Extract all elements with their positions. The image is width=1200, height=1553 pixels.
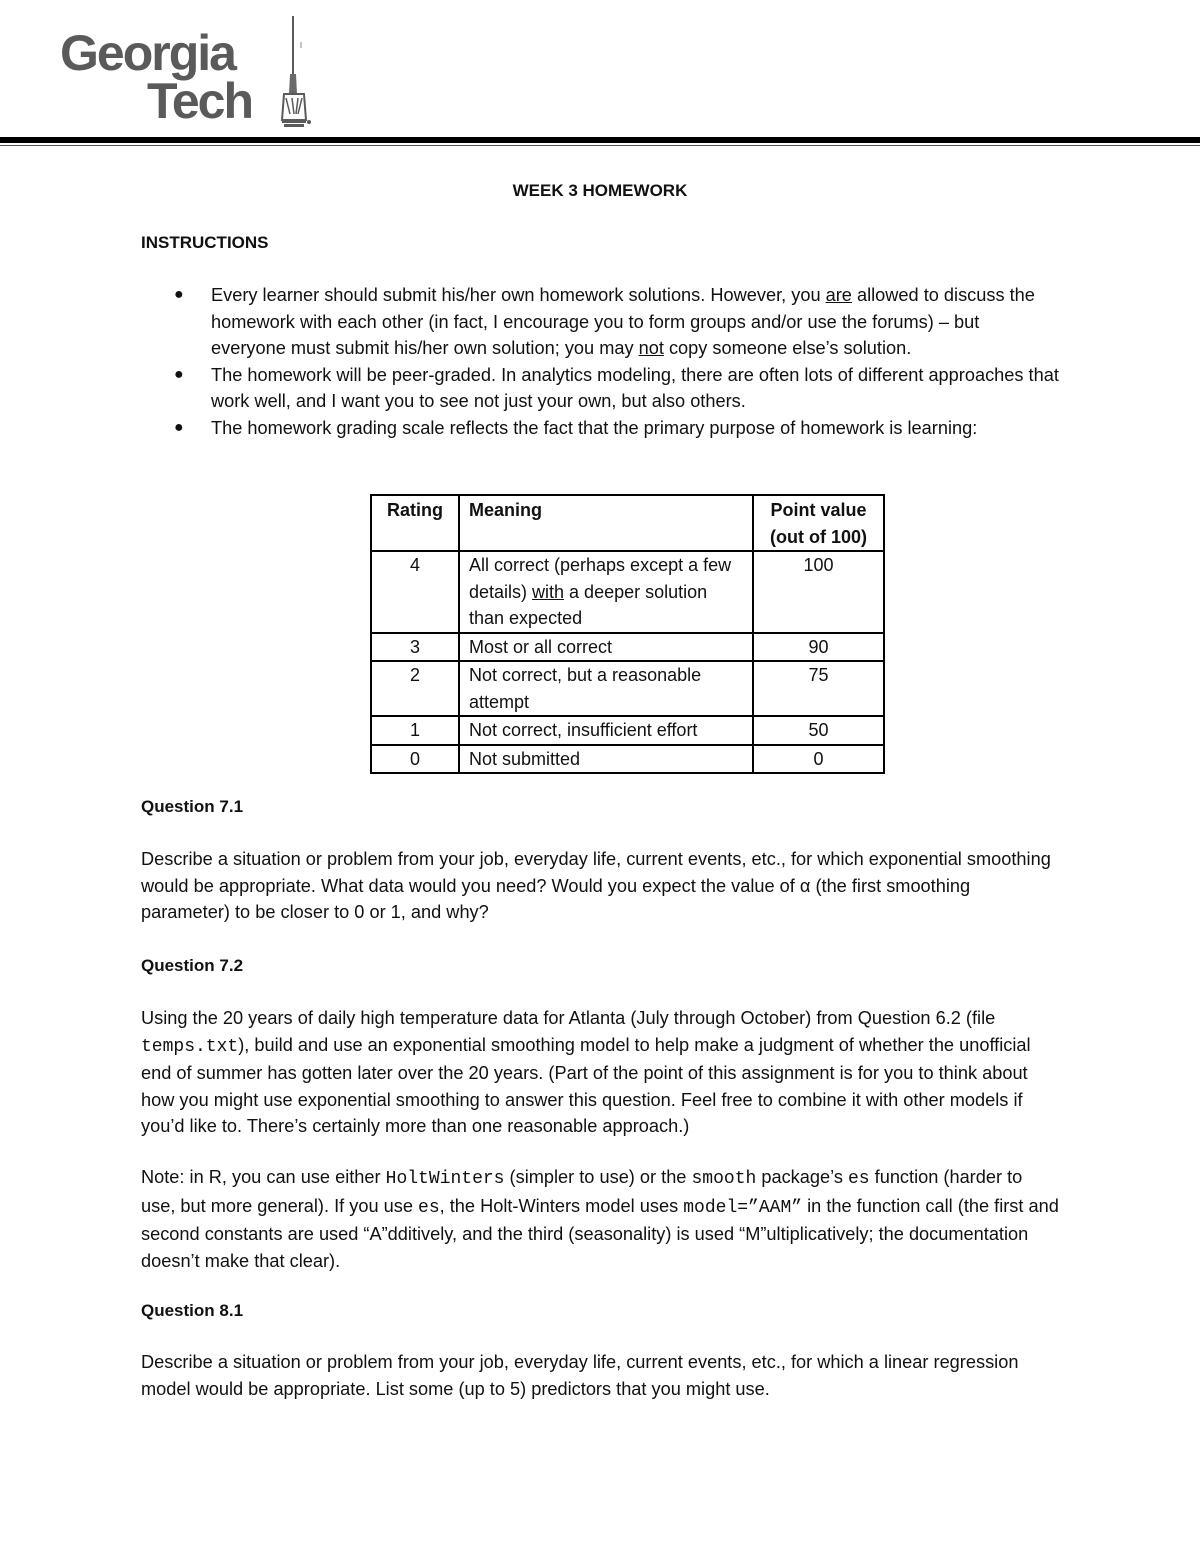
cell-points: 90 — [753, 633, 884, 662]
code-filename: temps.txt — [141, 1036, 239, 1057]
table-row — [371, 661, 884, 716]
code-smooth: smooth — [691, 1169, 757, 1189]
logo-text-georgia: Georgia — [60, 25, 235, 81]
cell-points: 50 — [753, 716, 884, 745]
code-es: es — [847, 1169, 870, 1189]
instructions-list — [141, 282, 1059, 441]
cell-meaning: Not correct, insufficient effort — [459, 716, 753, 745]
cell-rating: 3 — [371, 633, 459, 662]
question-7-2-note: Note: in R, you can use either HoltWinters (simpler to use) or the smooth package’s es function (harder to use, but more general). If you use es, the Holt-Winters model uses model=”AAM” in the function call (the first and second constants are used “A”dditively, and the third (seasonality) is used “M”ultiplicatively; the documentation doesn’t make that clear). — [141, 1167, 1059, 1271]
cell-points: 0 — [753, 745, 884, 774]
cell-rating: 1 — [371, 716, 459, 745]
table-row — [371, 716, 884, 745]
cell-meaning: Not submitted — [459, 745, 753, 774]
header-divider — [0, 137, 1200, 143]
header-meaning: Meaning — [459, 495, 753, 551]
question-7-1-text: Describe a situation or problem from your job, everyday life, current events, etc., for which exponential smoothing would be appropriate. What data would you need? Would you expect the value of α (the first smoothing parameter) to be closer to 0 or 1, and why? — [141, 849, 1051, 922]
table-header-row — [371, 495, 884, 551]
code-es: es — [418, 1197, 440, 1218]
page-title: WEEK 3 HOMEWORK — [512, 181, 688, 200]
header-point-value: Point value (out of 100) — [753, 495, 884, 551]
code-holtwinters: HoltWinters — [385, 1169, 505, 1189]
question-8-1-heading: Question 8.1 — [141, 1301, 244, 1320]
table-row — [371, 633, 884, 662]
cell-meaning: All correct (perhaps except a few details) with a deeper solution than expected — [459, 551, 753, 633]
tech-tower-icon — [280, 14, 328, 130]
grading-scale-table — [370, 494, 885, 774]
cell-points: 100 — [753, 551, 884, 633]
question-7-2-heading: Question 7.2 — [141, 956, 244, 975]
header-divider-thin — [0, 145, 1200, 146]
cell-rating: 0 — [371, 745, 459, 774]
cell-meaning: Most or all correct — [459, 633, 753, 662]
question-7-2-paragraph-1: Using the 20 years of daily high temperature data for Atlanta (July through October) from Question 6.2 (file temps.txt), build and use an exponential smoothing model to help make a judgment of whether the unofficial end of summer has gotten later over the 20 years. (Part of the point of this assignment is for you to think about how you might use exponential smoothing to answer this question. Feel free to combine it with other models if you’d like to. There’s certainly more than one reasonable approach.) — [141, 1008, 1031, 1136]
table-row — [371, 551, 884, 633]
cell-meaning: Not correct, but a reasonable attempt — [459, 661, 753, 716]
question-8-1-text: Describe a situation or problem from your job, everyday life, current events, etc., for which a linear regression model would be appropriate. List some (up to 5) predictors that you might use. — [141, 1352, 1019, 1399]
table-row — [371, 745, 884, 774]
logo-text-tech: Tech — [147, 73, 252, 129]
bullet-icon: ● — [174, 418, 184, 436]
cell-points: 75 — [753, 661, 884, 716]
list-item: ● The homework will be peer-graded. In analytics modeling, there are often lots of different approaches that work well, and I want you to see not just your own, but also others. — [141, 362, 1059, 415]
cell-rating: 4 — [371, 551, 459, 633]
georgia-tech-logo — [58, 14, 328, 130]
list-item: ● The homework grading scale reflects the fact that the primary purpose of homework is learning: — [141, 415, 1059, 442]
code-model-param: model=”AAM” — [683, 1197, 803, 1218]
header-rating: Rating — [371, 495, 459, 551]
question-7-1-heading: Question 7.1 — [141, 797, 244, 816]
list-item: ● Every learner should submit his/her own homework solutions. However, you are allowed to discuss the homework with each other (in fact, I encourage you to form groups and/or use the forums) – but everyone must submit his/her own solution; you may not copy someone else’s solution. — [141, 282, 1059, 362]
instructions-heading: INSTRUCTIONS — [141, 233, 269, 252]
bullet-icon: ● — [174, 365, 184, 383]
cell-rating: 2 — [371, 661, 459, 716]
bullet-icon: ● — [174, 286, 184, 303]
